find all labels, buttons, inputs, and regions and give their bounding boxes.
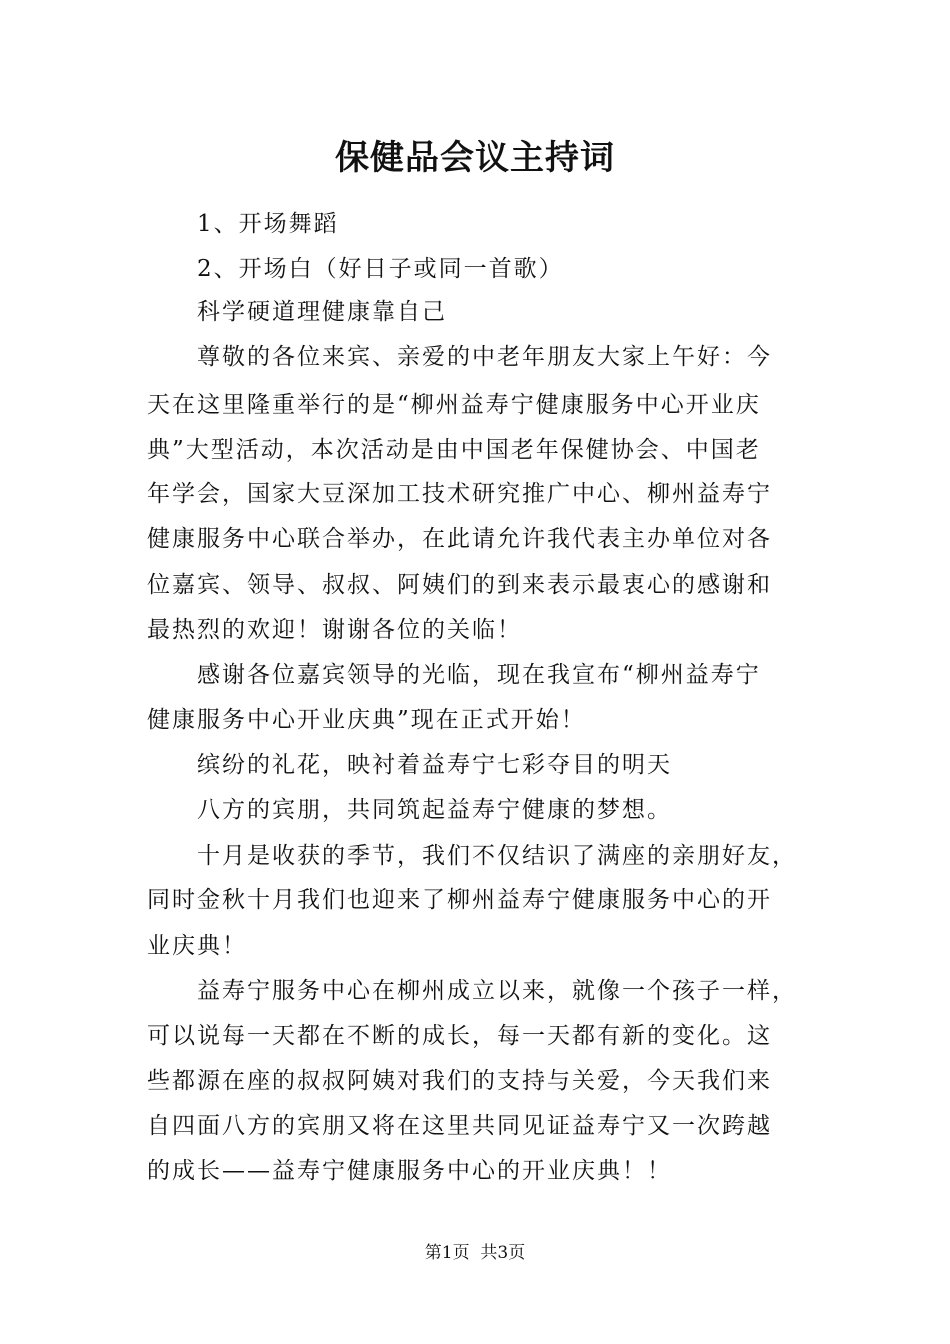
- text-line: 典”大型活动，本次活动是由中国老年保健协会、中国老: [147, 437, 761, 463]
- text-line: 位嘉宾、领导、叔叔、阿姨们的到来表示最衷心的感谢和: [147, 572, 772, 598]
- text-line: 天在这里隆重举行的是“柳州益寿宁健康服务中心开业庆: [147, 392, 761, 418]
- text-line: 缤纷的礼花，映衬着益寿宁七彩夺目的明天: [197, 752, 672, 778]
- document-title: 保健品会议主持词: [335, 138, 615, 178]
- text-line: 十月是收获的季节，我们不仅结识了满座的亲朋好友，: [197, 843, 797, 869]
- text-line: 1、开场舞蹈: [197, 211, 339, 237]
- text-line: 业庆典！: [147, 933, 247, 959]
- text-line: 健康服务中心开业庆典”现在正式开始！: [147, 707, 586, 733]
- text-line: 八方的宾朋，共同筑起益寿宁健康的梦想。: [197, 797, 672, 823]
- text-line: 健康服务中心联合举办，在此请允许我代表主办单位对各: [147, 526, 772, 552]
- text-line: 2、开场白（好日子或同一首歌）: [197, 256, 564, 282]
- text-line: 益寿宁服务中心在柳州成立以来，就像一个孩子一样，: [197, 978, 797, 1004]
- text-line: 的成长——益寿宁健康服务中心的开业庆典！！: [147, 1158, 672, 1184]
- text-line: 感谢各位嘉宾领导的光临，现在我宣布“柳州益寿宁: [197, 662, 761, 688]
- text-line: 最热烈的欢迎！谢谢各位的关临！: [147, 617, 522, 643]
- text-line: 可以说每一天都在不断的成长，每一天都有新的变化。这: [147, 1023, 772, 1049]
- text-line: 些都源在座的叔叔阿姨对我们的支持与关爱，今天我们来: [147, 1068, 772, 1094]
- text-line: 年学会，国家大豆深加工技术研究推广中心、柳州益寿宁: [147, 481, 772, 507]
- text-line: 同时金秋十月我们也迎来了柳州益寿宁健康服务中心的开: [147, 887, 772, 913]
- page-footer: 第1页 共3页: [424, 1243, 526, 1263]
- text-line: 科学硬道理健康靠自己: [197, 299, 447, 325]
- text-line: 尊敬的各位来宾、亲爱的中老年朋友大家上午好：今: [197, 344, 772, 370]
- text-line: 自四面八方的宾朋又将在这里共同见证益寿宁又一次跨越: [147, 1113, 772, 1139]
